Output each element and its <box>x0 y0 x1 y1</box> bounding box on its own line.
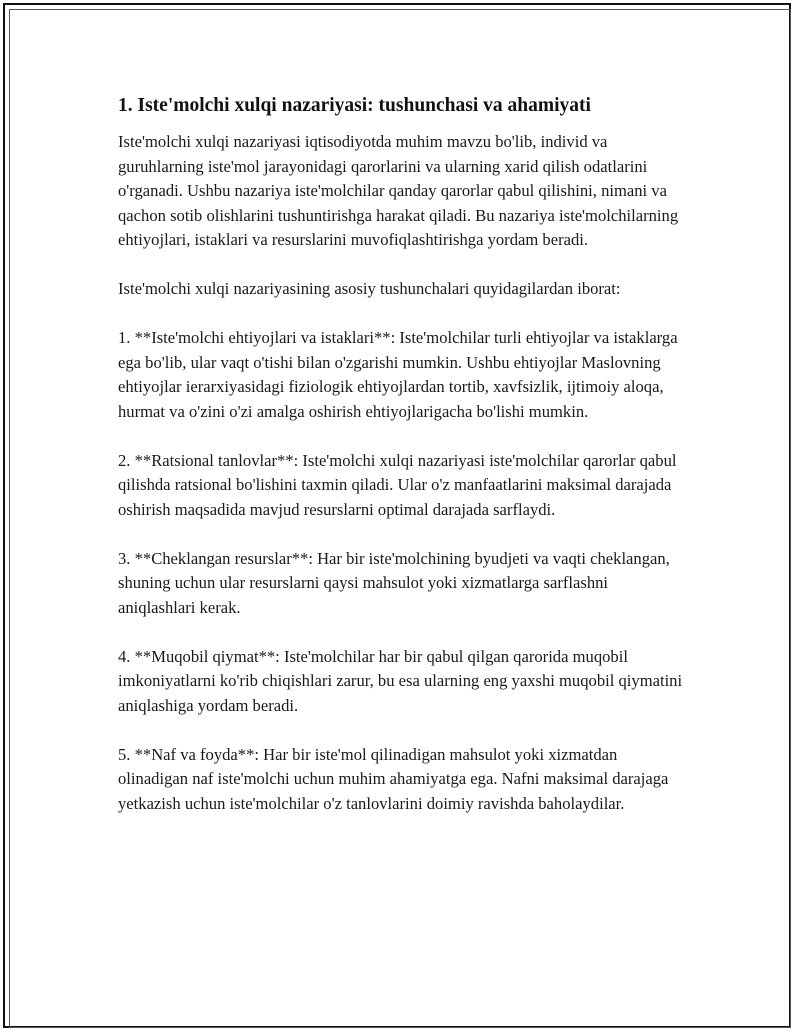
list-item-utility-benefit: 5. **Naf va foyda**: Har bir iste'mol qilinadigan mahsulot yoki xizmatdan olinadigan naf iste'molchi uchun muhim ahamiyatga ega. Nafni maksimal darajaga yetkazish uchun iste'molchilar o'z tanlovlarini doimiy ravishda baholaydilar. <box>118 744 669 813</box>
document-body <box>118 92 688 841</box>
list-item-limited-resources: 3. **Cheklangan resurslar**: Har bir iste'molchining byudjeti va vaqti cheklangan, shuning uchun ular resurslarni qaysi mahsulot yoki xizmatlarga sarflashni aniqlashlari kerak. <box>118 548 670 617</box>
list-item-opportunity-cost: 4. **Muqobil qiymat**: Iste'molchilar har bir qabul qilgan qarorida muqobil imkoniyatlarni ko'rib chiqishlari zarur, bu esa ularning eng yaxshi muqobil qiymatini aniqlashiga yordam beradi. <box>118 646 683 715</box>
concepts-lead-paragraph: Iste'molchi xulqi nazariyasining asosiy tushunchalari quyidagilardan iborat: <box>118 279 621 298</box>
intro-paragraph: Iste'molchi xulqi nazariyasi iqtisodiyotda muhim mavzu bo'lib, individ va guruhlarning iste'mol jarayonidagi qarorlarini va ularning xarid qilish odatlarini o'rganadi. Ushbu nazariya iste'molchilar qanday qarorlar qabul qilishini, nimani va qachon sotib olishlarini tushuntirishga harakat qiladi. Bu nazariya iste'molchilarning ehtiyojlari, istaklari va resurslarini muvofiqlashtirishga yordam beradi. <box>118 132 679 249</box>
list-item-needs: 1. **Iste'molchi ehtiyojlari va istaklari**: Iste'molchilar turli ehtiyojlar va istaklarga ega bo'lib, ular vaqt o'tishi bilan o'zgarishi mumkin. Ushbu ehtiyojlar Maslovning ehtiyojlar ierarxiyasidagi fiziologik ehtiyojlardan tortib, xavfsizlik, ijtimoiy aloqa, hurmat va o'zini o'zi amalga oshirish ehtiyojlarigacha bo'lishi mumkin. <box>118 328 678 421</box>
section-heading: 1. Iste'molchi xulqi nazariyasi: tushunchasi va ahamiyati <box>118 95 591 116</box>
list-item-rational-choices: 2. **Ratsional tanlovlar**: Iste'molchi xulqi nazariyasi iste'molchilar qarorlar qabul qilishda ratsional bo'lishini taxmin qiladi. Ular o'z manfaatlarini maksimal darajada oshirish maqsadida mavjud resurslarni optimal darajada sarflaydi. <box>118 450 677 519</box>
